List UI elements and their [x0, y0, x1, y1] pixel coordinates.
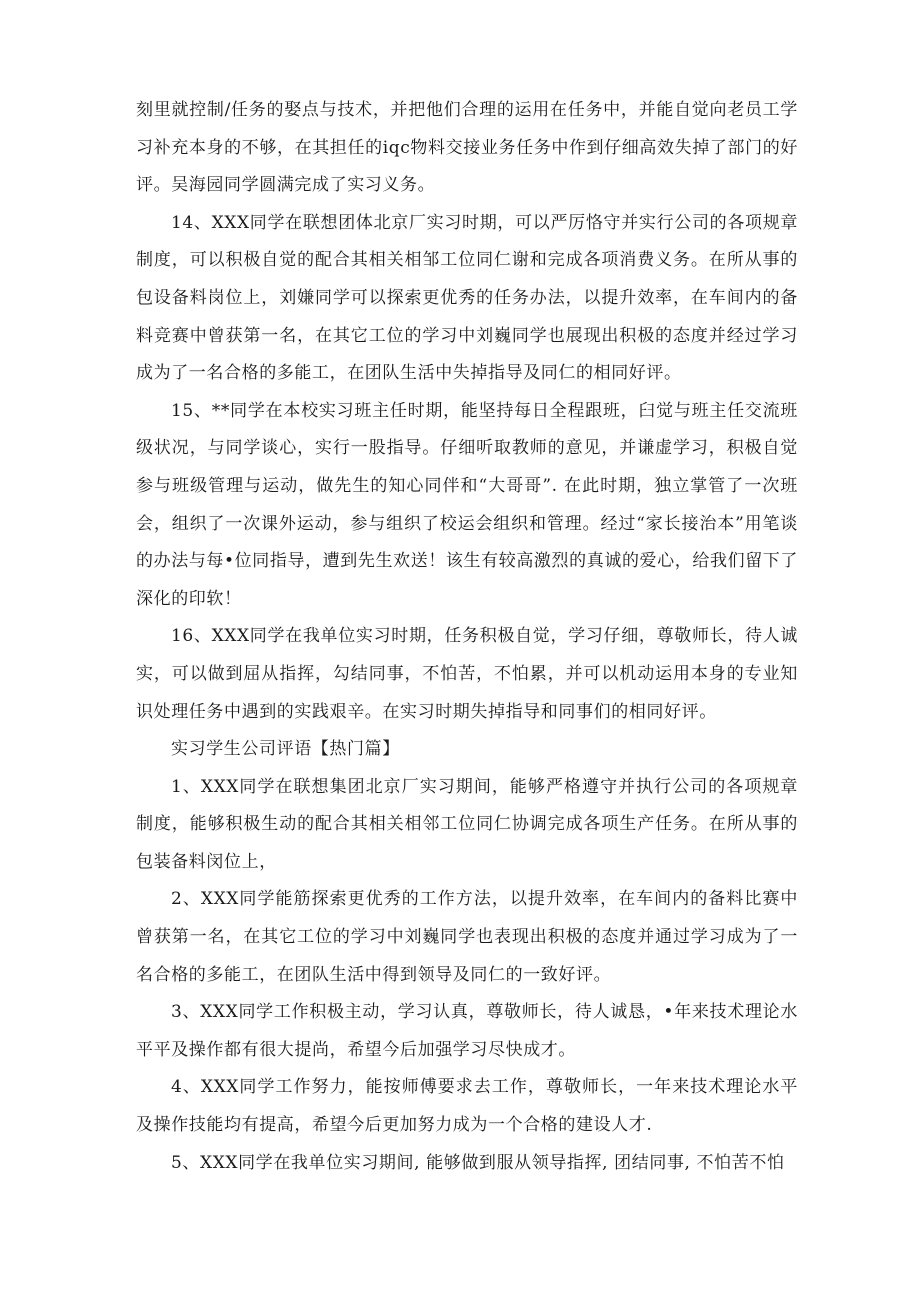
- section-paragraph-3: 3、XXX同学工作积极主动，学习认真，尊敬师长，待人诚恳，•年来技术理论水平平及操作都有很大提尚，希望今后加强学习尽快成才。: [136, 1002, 798, 1060]
- paragraph-13-continued: 刻里就控制/任务的娶点与技术，并把他们合理的运用在任务中，并能自觉向老员工学习补充本身的不够，在其担任的iqc物料交接业务任务中作到仔细高效失掉了部门的好评。吴海园同学圆满完成了实习义务。: [136, 100, 798, 196]
- document-page: [136, 92, 798, 1182]
- paragraph-14: 14、XXX同学在联想团体北京厂实习时期，可以严厉恪守并实行公司的各项规章制度，可以积极自觉的配合其相关相邹工位同仁谢和完成各项消费义务。在所从事的包设备料岗位上，刘嫌同学可以探索更优秀的任务办法，以提升效率，在车间内的备料竞赛中曾获第一名，在其它工位的学习中刘巍同学也展现出积极的态度并经过学习成为了一名合格的多能工，在团队生活中失掉指导及同仁的相同好评。: [136, 212, 798, 384]
- paragraph-16: 16、XXX同学在我单位实习时期，任务积极自觉，学习仔细，尊敬师长，待人诚实，可以做到屈从指挥，勾结同事，不怕苦，不怕累，并可以机动运用本身的专业知识处理任务中遇到的实践艰辛。在实习时期失掉指导和同事们的相同好评。: [136, 626, 798, 722]
- paragraph-15: 15、**同学在本校实习班主任时期，能坚持每日全程跟班，臼觉与班主任交流班级状况，与同学谈心，实行一股指导。仔细听取教师的意见，并谦虚学习，积极自觉参与班级管理与运动，做先生的知心同伴和“大哥哥”. 在此时期，独立掌管了一次班会，组织了一次课外运动，参与组织了校运会组织和管理。经过“家长接治本”用笔谈的办法与每•位同指导，遭到先生欢送！该生有较高激烈的真诚的爱心，给我们留下了深化的印软！: [136, 400, 798, 609]
- section-paragraph-2: 2、XXX同学能筋探索更优秀的工作方法，以提升效率，在车间内的备料比赛中曾获第一名，在其它工位的学习中刘巍同学也表现出积极的态度并通过学习成为了一名合格的多能工，在团队生活中得到领导及同仁的一致好评。: [136, 889, 798, 985]
- section-heading: 实习学生公司评语【热门篇】: [171, 739, 400, 760]
- section-paragraph-5: 5、XXX同学在我单位实习期间, 能够做到服从领导指挥, 团结同事, 不怕苦不怕: [171, 1152, 785, 1173]
- section-paragraph-4: 4、XXX同学工作努力，能按师傅要求去工作，尊敬师长，一年来技术理论水平及操作技能均有提高，希望今后更加努力成为一个合格的建设人才.: [136, 1077, 798, 1136]
- section-paragraph-1: 1、XXX同学在联想集团北京厂实习期间，能够严格遵守并执行公司的各项规章制度，能够积极生动的配合其相关相邻工位同仁协调完成各项生产任务。在所从事的包装备料闵位上，: [136, 776, 798, 872]
